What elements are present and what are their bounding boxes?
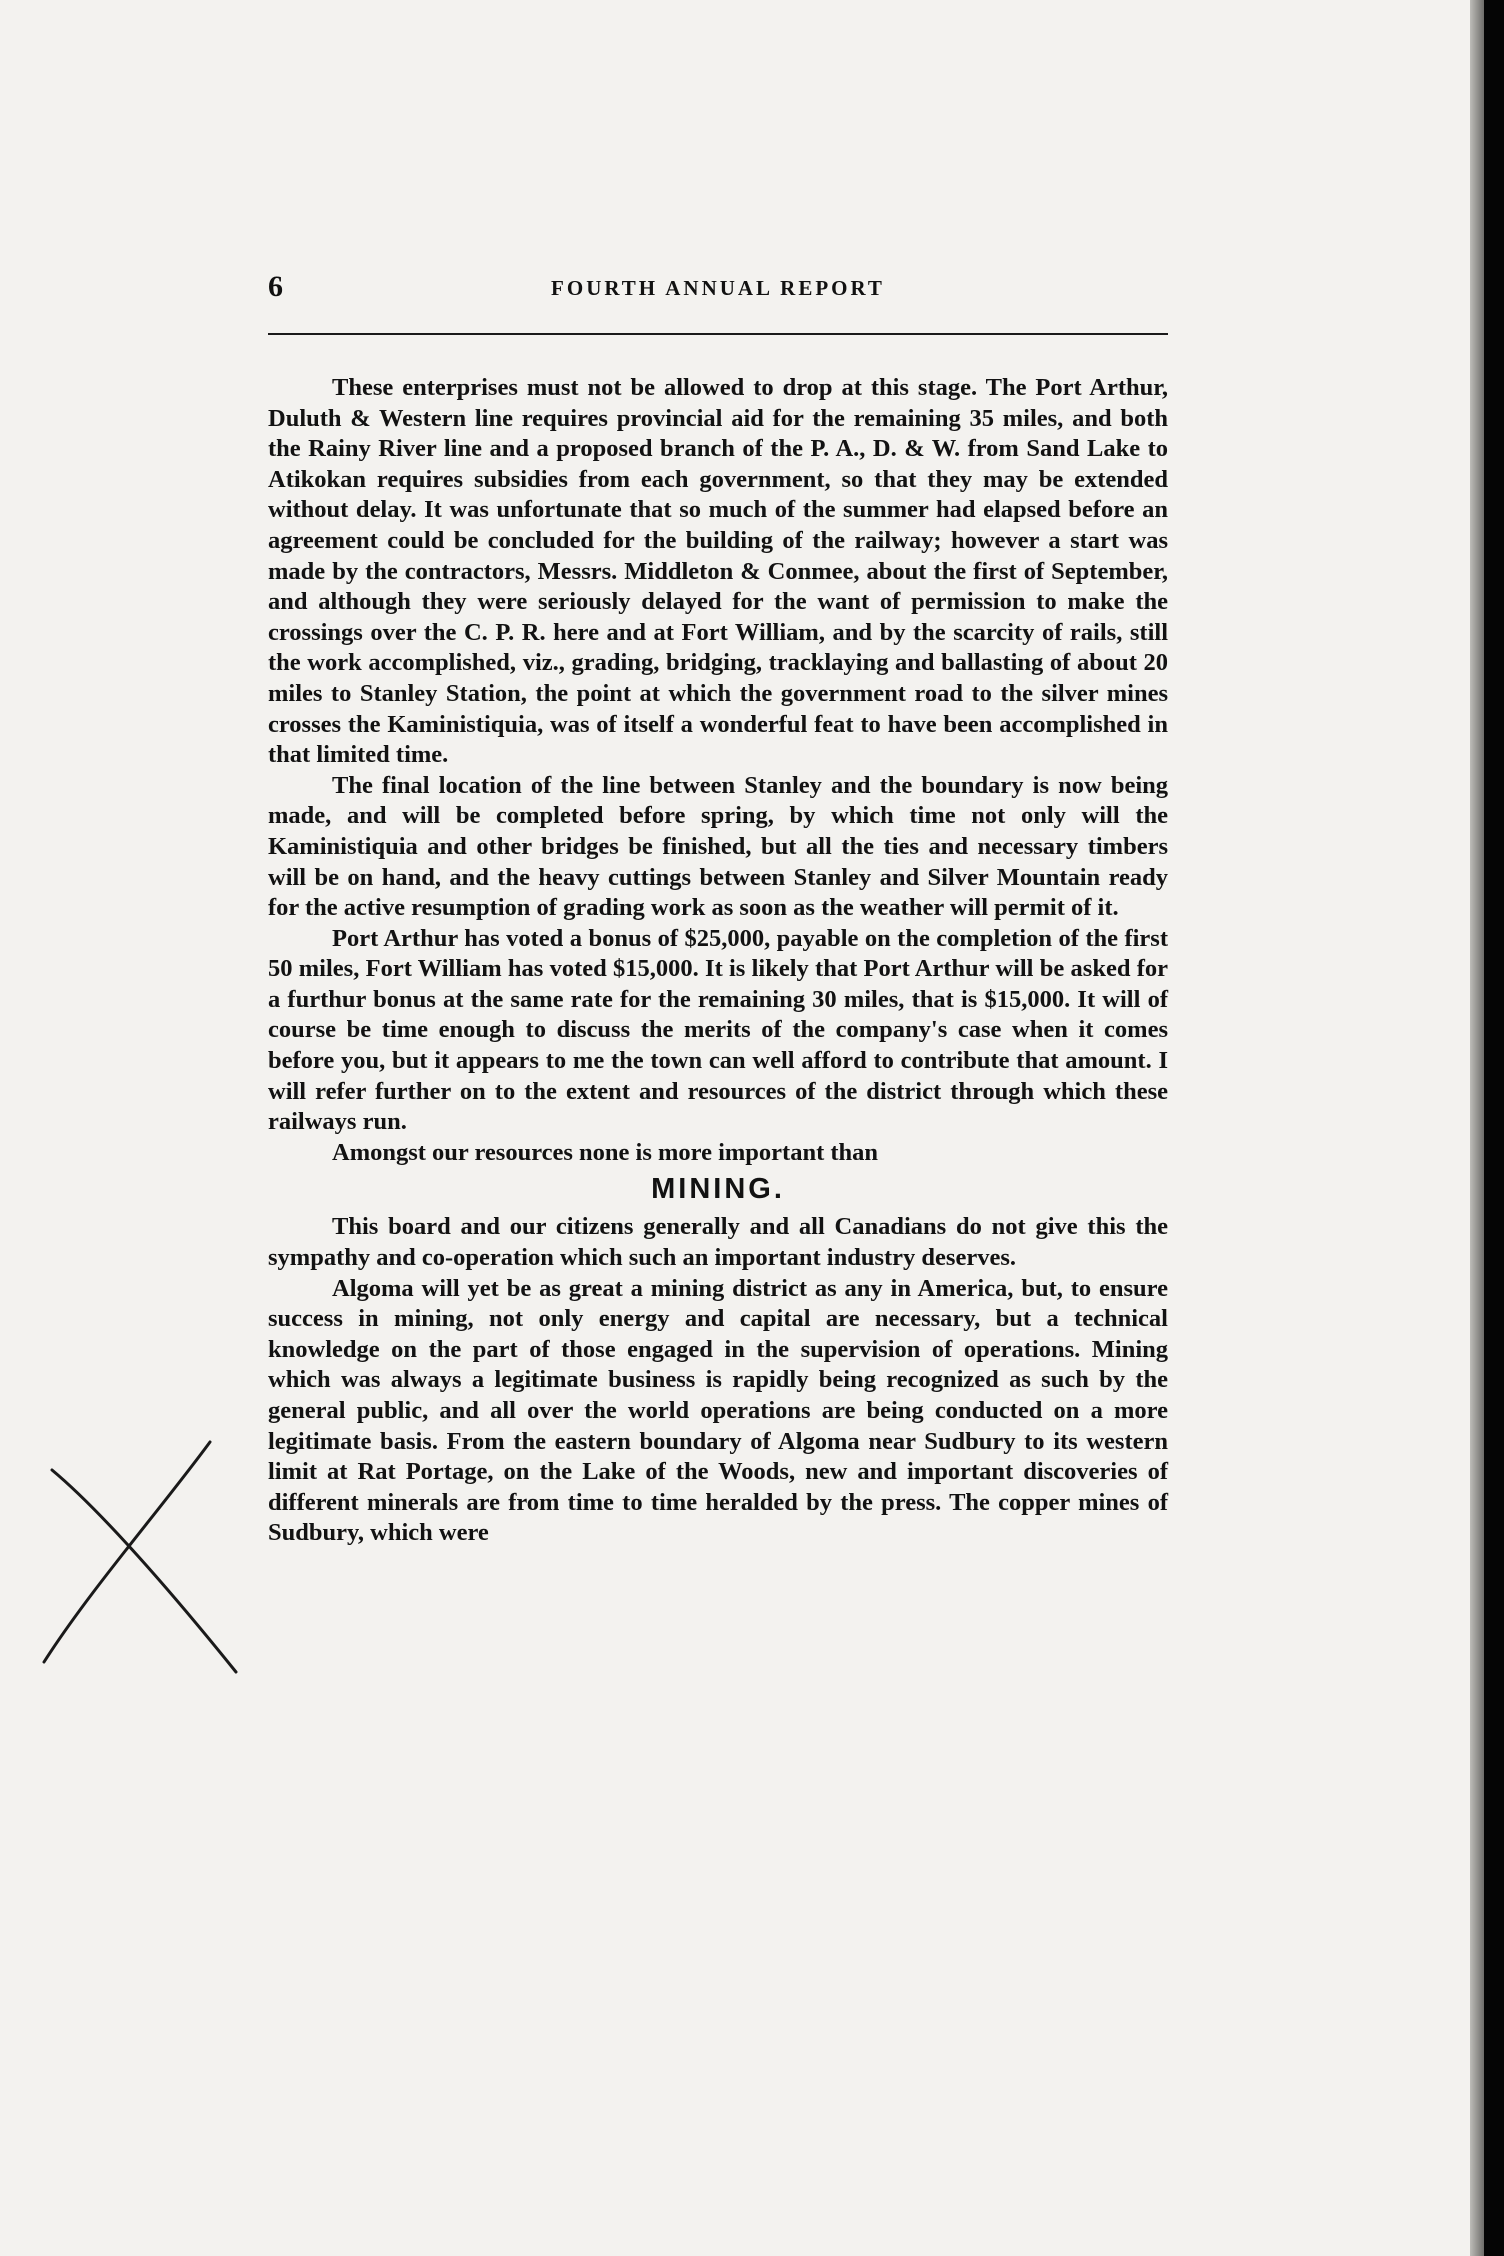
header-rule	[268, 333, 1168, 335]
paragraph-resources: Amongst our resources none is more important than	[332, 1138, 879, 1166]
running-head: FOURTH ANNUAL REPORT	[551, 276, 885, 300]
page-header	[268, 270, 1168, 310]
page-edge-shadow	[1470, 0, 1484, 2256]
handwritten-x-mark	[40, 1440, 250, 1680]
book-spine	[1484, 0, 1504, 2256]
paragraph-railway-enterprises: These enterprises must not be allowed to drop at this stage. The Port Arthur, Duluth & Western line requires provincial aid for the remaining 35 miles, and both the Rainy River line and a proposed branch of the P. A., D. & W. from Sand Lake to Atikokan requires subsidies from each government, so that they may be extended without delay. It was unfortunate that so much of the summer had elapsed before an agreement could be concluded for the building of the railway; however a start was made by the contractors, Messrs. Middleton & Conmee, about the first of September, and although they were seriously delayed for the want of permission to make the crossings over the C. P. R. here and at Fort William, and by the scarcity of rails, still the work accomplished, viz., grading, bridging, tracklaying and ballasting of about 20 miles to Stanley Station, the point at which the government road to the silver mines crosses the Kaministiquia, was of itself a wonderful feat to have been accomplished in that limited time.	[268, 374, 1168, 769]
paragraph-algoma-mining: Algoma will yet be as great a mining district as any in America, but, to ensure success in mining, not only energy and capital are necessary, but a technical knowledge on the part of those engaged in the supervision of operations. Mining which was always a legitimate business is rapidly being recognized as such by the general public, and all over the world operations are being conducted on a more legitimate basis. From the eastern boundary of Algoma near Sudbury to its western limit at Rat Portage, on the Lake of the Woods, new and important discoveries of different minerals are from time to time heralded by the press. The copper mines of Sudbury, which were	[268, 1274, 1168, 1547]
paragraph-bonus: Port Arthur has voted a bonus of $25,000, payable on the completion of the first 50 miles, Fort William has voted $15,000. It is likely that Port Arthur will be asked for a furthur bonus at the same rate for the remaining 30 miles, that is $15,000. It will of course be time enough to discuss the merits of the company's case when it comes before you, but it appears to me the town can well afford to contribute that amount. I will refer further on to the extent and resources of the district through which these railways run.	[268, 924, 1168, 1136]
paragraph-board-sympathy: This board and our citizens generally and all Canadians do not give this the sympathy and co-operation which such an important industry deserves.	[268, 1213, 1168, 1272]
page-number: 6	[268, 270, 283, 303]
section-heading-mining: MINING.	[651, 1173, 785, 1206]
paragraph-final-location: The final location of the line between Stanley and the boundary is now being made, and will be completed before spring, by which time not only will the Kaministiquia and other bridges be finished, but all the ties and necessary timbers will be on hand, and the heavy cuttings between Stanley and Silver Mountain ready for the active resumption of grading work as soon as the weather will permit of it.	[268, 771, 1168, 922]
body-text	[268, 373, 1168, 1549]
